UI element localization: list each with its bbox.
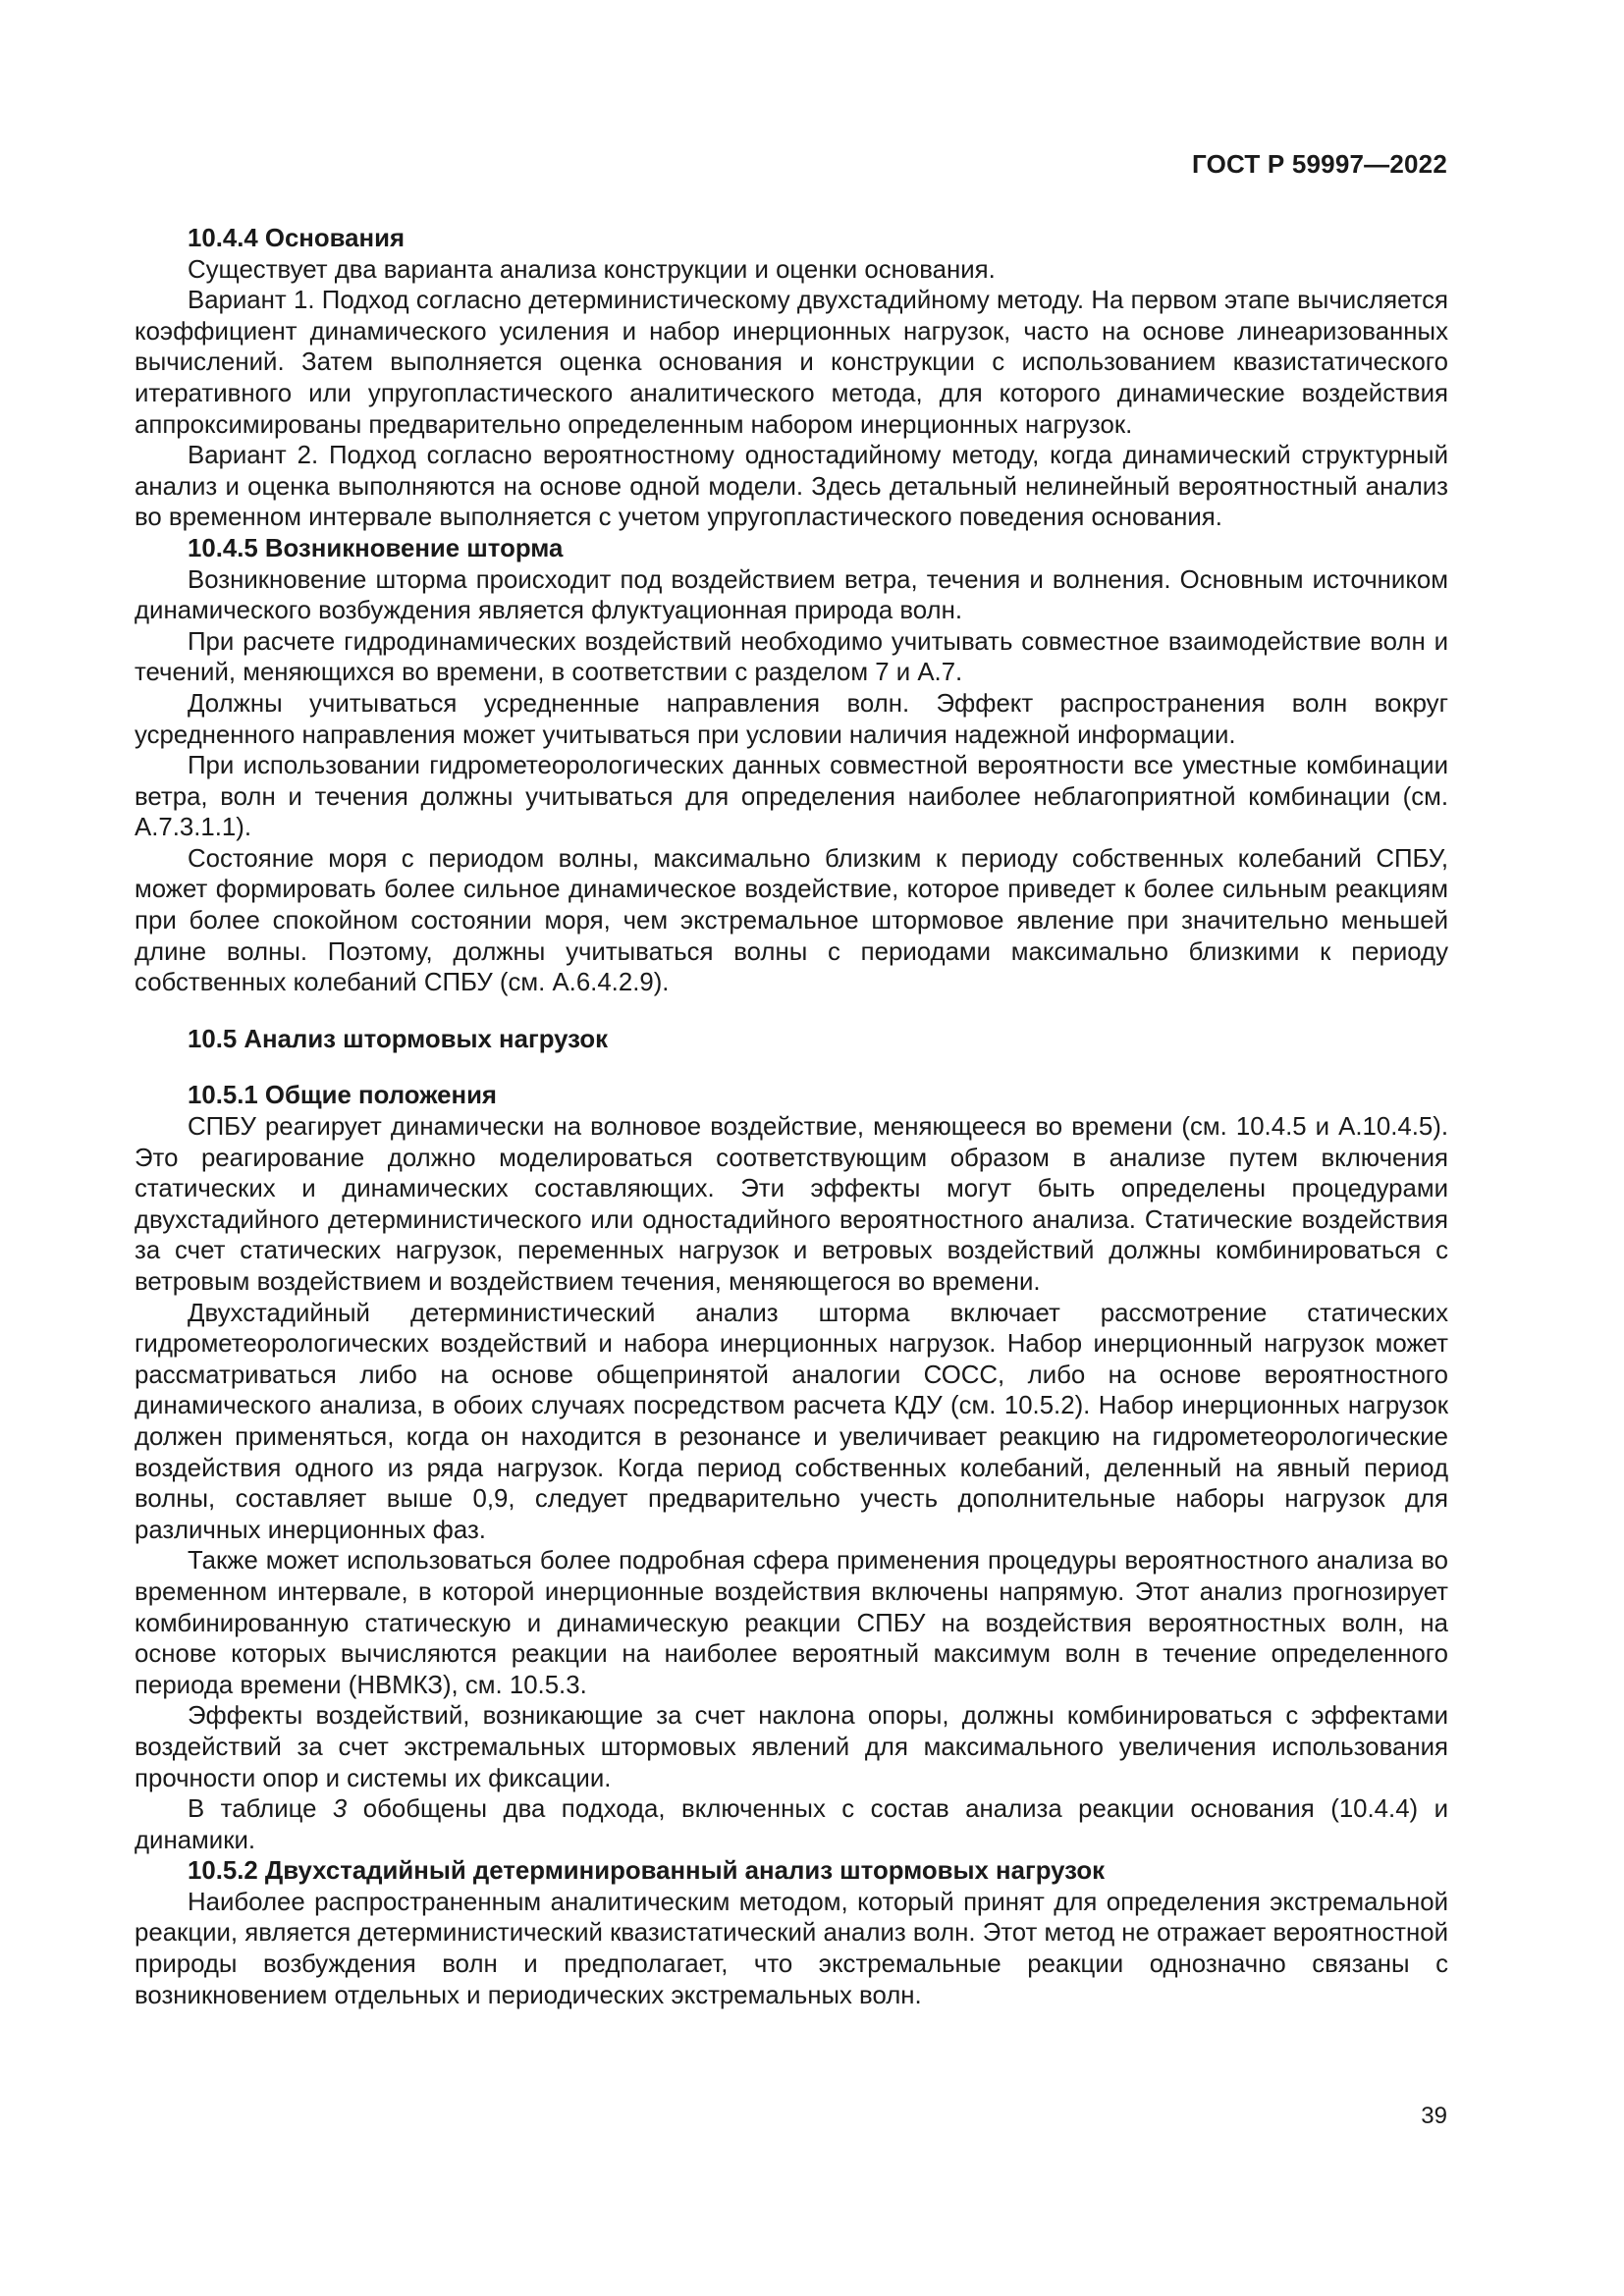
- table-number: 3: [332, 1795, 348, 1824]
- paragraph: Возникновение шторма происходит под воздействием ветра, течения и волнения. Основным источником динамического возбуждения является флуктуационная природа волн.: [135, 565, 1448, 625]
- paragraph: СПБУ реагирует динамически на волновое воздействие, меняющееся во времени (см. 10.4.5 и А.10.4.5). Это реагирование должно моделироваться соответствующим образом в анализе путем включения статических и динамических составляющих. Эти эффекты могут быть определены процедурами двухстадийного детерминистического или одностадийного вероятностного анализа. Статические воздействия за счет статических нагрузок, переменных нагрузок и ветровых воздействий должны комбинироваться с ветровым воздействием и воздействием течения, меняющегося во времени.: [135, 1113, 1448, 1296]
- paragraph: Также может использоваться более подробная сфера применения процедуры вероятностного анализа во временном интервале, в которой инерционные воздействия включены напрямую. Этот анализ прогнозирует комбинированную статическую и динамическую реакции СПБУ на воздействия вероятностных волн, на основе которых вычисляются реакции на наиболее вероятный максимум волн в течение определенного периода времени (НВМКЗ), см. 10.5.3.: [135, 1547, 1448, 1699]
- document-code: ГОСТ Р 59997—2022: [1192, 149, 1447, 179]
- paragraph: При расчете гидродинамических воздействий необходимо учитывать совместное взаимодействие волн и течений, меняющихся во времени, в соответствии с разделом 7 и А.7.: [135, 627, 1448, 687]
- paragraph: Должны учитываться усредненные направления волн. Эффект распространения волн вокруг усредненного направления может учитываться при условии наличия надежной информации.: [135, 689, 1448, 749]
- text-run: обобщены два подхода, включенных с состав анализа реакции основания (10.4.4) и динамики.: [135, 1795, 1448, 1854]
- paragraph: При использовании гидрометеорологических данных совместной вероятности все уместные комбинации ветра, волн и течения должны учитываться для определения наиболее неблагоприятной комбинации (см. А.7.3.1.1).: [135, 752, 1448, 842]
- text-run: В таблице: [188, 1795, 333, 1824]
- paragraph: Двухстадийный детерминистический анализ шторма включает рассмотрение статических гидрометеорологических воздействий и набора инерционных нагрузок. Набор инерционный нагрузок может рассматриваться либо на основе общепринятой аналогии СОСС, либо на основе вероятностного динамического анализа, в обоих случаях посредством расчета КДУ (см. 10.5.2). Набор инерционных нагрузок должен применяться, когда он находится в резонансе и увеличивает реакцию на гидрометеорологические воздействия одного из ряда нагрузок. Когда период собственных колебаний, деленный на явный период волны, составляет выше 0,9, следует предварительно учесть дополнительные наборы нагрузок для различных инерционных фаз.: [135, 1299, 1448, 1544]
- section-heading-10-4-4: 10.4.4 Основания: [188, 225, 405, 252]
- section-heading-10-5: 10.5 Анализ штормовых нагрузок: [188, 1025, 608, 1053]
- paragraph-table-reference: [135, 1794, 1448, 1856]
- page-number: 39: [1421, 2103, 1447, 2129]
- page-content: [135, 224, 1448, 2011]
- paragraph: Вариант 2. Подход согласно вероятностному одностадийному методу, когда динамический структурный анализ и оценка выполняются на основе одной модели. Здесь детальный нелинейный вероятностный анализ во временном интервале выполняется с учетом упругопластического поведения основания.: [135, 442, 1448, 532]
- section-heading-10-5-2: 10.5.2 Двухстадийный детерминированный анализ штормовых нагрузок: [188, 1857, 1106, 1886]
- section-heading-10-4-5: 10.4.5 Возникновение шторма: [188, 534, 564, 562]
- paragraph: Эффекты воздействий, возникающие за счет наклона опоры, должны комбинироваться с эффектами воздействий за счет экстремальных штормовых явлений для максимального увеличения использования прочности опор и системы их фиксации.: [135, 1702, 1448, 1792]
- paragraph: Вариант 1. Подход согласно детерминистическому двухстадийному методу. На первом этапе вычисляется коэффициент динамического усиления и набор инерционных нагрузок, часто на основе линеаризованных вычислений. Затем выполняется оценка основания и конструкции с использованием квазистатического итеративного или упругопластического аналитического метода, для которого динамические воздействия аппроксимированы предварительно определенным набором инерционных нагрузок.: [135, 287, 1448, 439]
- paragraph: Наиболее распространенным аналитическим методом, который принят для определения экстремальной реакции, является детерминистический квазистатический анализ волн. Этот метод не отражает вероятностной природы возбуждения волн и предполагает, что экстремальные реакции однозначно связаны с возникновением отдельных и периодических экстремальных волн.: [135, 1888, 1448, 2009]
- paragraph: Существует два варианта анализа конструкции и оценки основания.: [188, 255, 996, 284]
- paragraph: Состояние моря с периодом волны, максимально близким к периоду собственных колебаний СПБУ, может формировать более сильное динамическое воздействие, которое приведет к более сильным реакциям при более спокойном состоянии моря, чем экстремальное штормовое явление при значительно меньшей длине волны. Поэтому, должны учитываться волны с периодами максимально близкими к периоду собственных колебаний СПБУ (см. А.6.4.2.9).: [135, 844, 1448, 997]
- section-heading-10-5-1: 10.5.1 Общие положения: [188, 1082, 497, 1110]
